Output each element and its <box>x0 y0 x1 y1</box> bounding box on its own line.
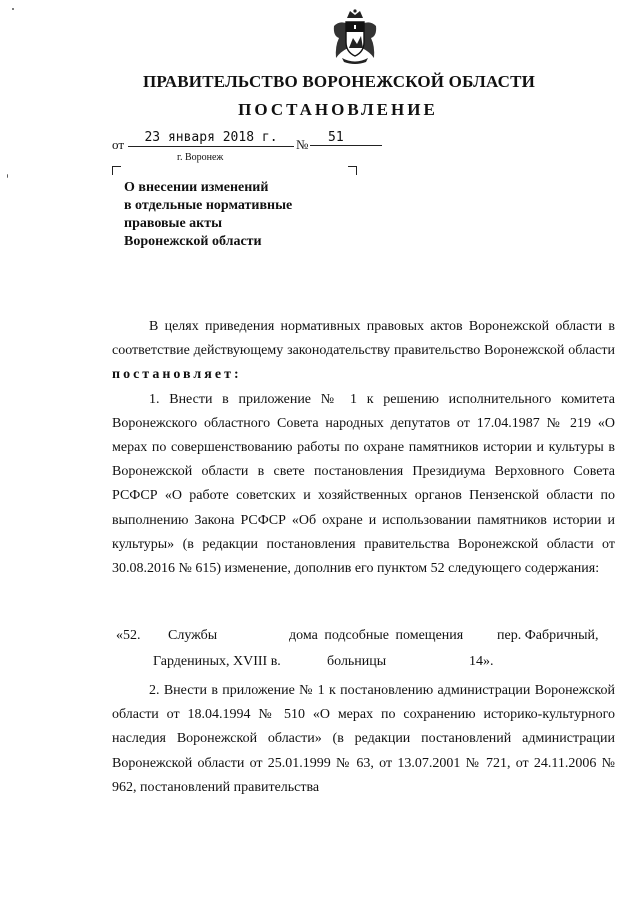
number-prefix: № <box>296 137 309 152</box>
document-subject <box>124 179 354 251</box>
subject-corner-left <box>112 166 121 175</box>
document-body-continued <box>112 679 615 800</box>
scan-speck <box>12 8 14 10</box>
government-title: ПРАВИТЕЛЬСТВО ВОРОНЕЖСКОЙ ОБЛАСТИ <box>142 72 536 91</box>
table-cell-object: дома подсобные помещения <box>289 628 464 643</box>
preamble-text: В целях приведения нормативных правовых актов Воронежской области в соответствие действующему законодательству правительство Воронежской области <box>112 319 615 359</box>
table-cell-number: «52. <box>116 628 141 643</box>
subject-line: Воронежской области <box>124 234 262 249</box>
table-cell-address: пер. Фабричный, <box>497 628 599 643</box>
item-2-paragraph: 2. Внести в приложение № 1 к постановлению администрации Воронежской области от 18.04.1994 № 510 «О мерах по сохранению историко-культурного наследия Воронежской области» (в редакции постановлений администрации Воронежской области от 25.01.1999 № 63, от 13.07.2001 № 721, от 24.11.2006 № 962, постановлений правительства <box>112 683 615 795</box>
subject-line: в отдельные нормативные <box>124 198 293 213</box>
city: г. Воронеж <box>177 152 224 163</box>
preamble-paragraph <box>112 315 615 388</box>
coat-of-arms-icon <box>330 8 380 66</box>
date-prefix: от <box>112 137 125 152</box>
table-cell-address-cont: 14». <box>469 654 494 669</box>
subject-line: О внесении изменений <box>124 180 269 195</box>
table-cell-object-cont: больницы <box>327 654 387 669</box>
table-cell-name: Службы <box>168 628 218 643</box>
scan-speck <box>7 174 8 178</box>
document-number: 51 <box>310 130 382 146</box>
document-type: ПОСТАНОВЛЕНИЕ <box>238 100 438 119</box>
table-cell-name-cont: Гардениных, XVIII в. <box>153 654 281 669</box>
subject-line: правовые акты <box>124 216 223 231</box>
document-date: 23 января 2018 г. <box>128 130 294 147</box>
document-body <box>112 315 615 581</box>
subject-corner-right <box>348 166 357 175</box>
item-1-paragraph: 1. Внести в приложение № 1 к решению исполнительного комитета Воронежского областного Совета народных депутатов от 17.04.1987 № 219 «О мерах по совершенствованию работы по охране памятников истории и культуры в Воронежской области в свете постановления Президиума Верховного Совета РСФСР «О работе советских и хозяйственных органов Пензенской области по выполнению Закона РСФСР «Об охране и использовании памятников истории и культуры» (в редакции постановления правительства Воронежской области от 30.08.2016 № 615) изменение, дополнив его пунктом 52 следующего содержания: <box>112 391 615 577</box>
resolves-keyword: постановляет: <box>112 367 242 383</box>
